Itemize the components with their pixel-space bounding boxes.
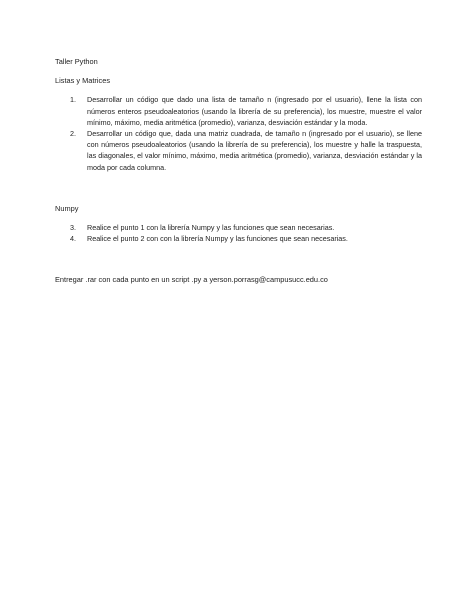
list-item-text: Realice el punto 2 con con la librería Numpy y las funciones que sean necesarias.	[87, 234, 348, 244]
list-item	[55, 128, 422, 173]
list-item-number: 3.	[70, 223, 76, 233]
submission-note: Entregar .rar con cada punto en un script .py a yerson.porrasg@campusucc.edu.co	[55, 275, 328, 285]
list-item-number: 2.	[70, 129, 76, 139]
list-item-number: 4.	[70, 234, 76, 244]
list-item	[55, 222, 422, 233]
task-list-1	[55, 94, 422, 172]
list-item	[55, 233, 422, 244]
list-item-text: Desarrollar un código que dado una lista de tamaño n (ingresado por el usuario), llene la lista con números enteros pseudoaleatorios (usando la librería de su preferencia), los muestre, muestre el valor mínimo, máximo, media aritmética (promedio), varianza, desviación estándar y la moda.	[87, 95, 422, 127]
section-heading-listas: Listas y Matrices	[55, 76, 111, 86]
list-item-text: Realice el punto 1 con la librería Numpy y las funciones que sean necesarias.	[87, 223, 335, 233]
task-list-2	[55, 222, 422, 244]
section-heading-numpy: Numpy	[55, 203, 79, 213]
document-title: Taller Python	[55, 57, 98, 66]
list-item	[55, 94, 422, 128]
list-item-number: 1.	[70, 95, 76, 105]
list-item-text: Desarrollar un código que, dada una matriz cuadrada, de tamaño n (ingresado por el usuario), se llene con números pseudoaleatorios (usando la librería de su preferencia), los muestre y halle la traspuesta, las diagonales, el valor mínimo, máximo, media aritmética (promedio), varianza, desviación estándar y la moda por cada columna.	[87, 129, 422, 172]
